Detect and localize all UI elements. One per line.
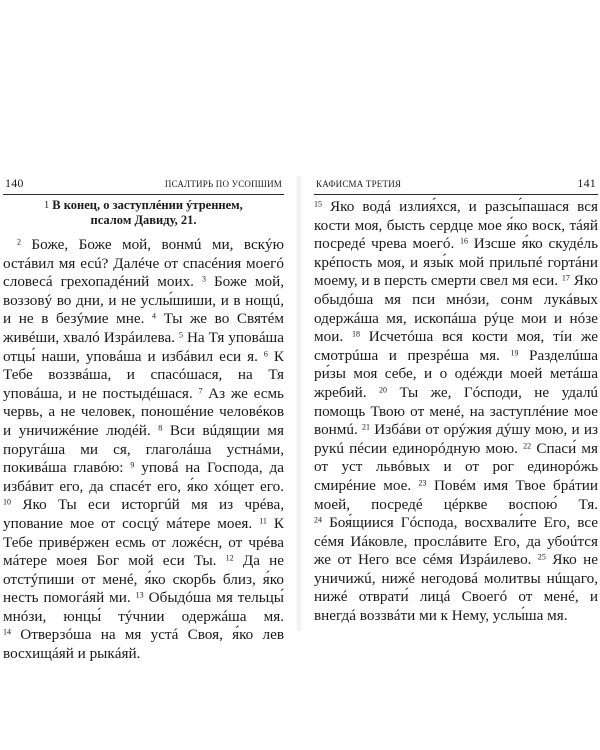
psalm-heading-line-2: псалом Давиду, 21. <box>90 213 197 227</box>
verse-text: Яко не уничижú, нижé негодовá молитвы нúщаго, нижé отврати́ лицá Своегó от менé, и внегдá воззвáти ми к Нему, услы́ша мя. <box>314 551 599 625</box>
verse-text: Аз же есмь червь, а не человек, поношéние человéков и уничижéние людéй. <box>3 384 284 439</box>
verse-number: 5 <box>178 330 183 340</box>
right-running-head <box>314 176 598 195</box>
verse-number: 23 <box>418 478 427 488</box>
right-paragraph <box>314 198 598 626</box>
verse-text: К Тебе привéржен есмь от ложéсн, от чрéва мáтере моея Бог мой еси Ты. <box>3 514 285 570</box>
verse-text: Спаси́ мя от уст львóвых и от рог единорóжь смирéние мое. <box>314 439 599 494</box>
verse-number: 4 <box>152 311 157 321</box>
verse-text: Вси вúдящии мя поругáша ми ся, глаголáша устнáми, покивáша главóю: <box>3 421 284 477</box>
left-running-head <box>3 176 284 195</box>
right-page-number: 141 <box>577 176 596 190</box>
verse-number: 9 <box>130 460 135 470</box>
verse-text: К Тебе воззвáша, и спасóшася, на Тя уповáша, и не постыдéшася. <box>3 347 285 402</box>
verse-text: Отверзóша на мя устá Своя, я́ко лев восхищáяй и рыкáяй. <box>3 626 285 663</box>
verse-number: 3 <box>201 274 206 284</box>
verse-number: 24 <box>314 515 322 525</box>
verse-number: 22 <box>523 441 532 451</box>
verse-number: 19 <box>510 348 519 358</box>
verse-text: уповá на Господа, да избáвит его, да спасéт его, я́ко хóщет его. <box>3 459 285 495</box>
verse-text: На Тя уповáша отцы́ наши, уповáша и избáвил еси я. <box>3 328 284 365</box>
verse-number: 25 <box>537 552 546 562</box>
verse-number: 8 <box>158 423 163 433</box>
verse-text: Изсше я́ко скудéль крéпость моя, и язы́к мой прильпé гортáни моему, и в персть смерти свел мя еси. <box>314 235 598 290</box>
verse-number: 20 <box>379 385 388 395</box>
verse-text: Яко водá излия́хся, и разсы́пашася вся кости моя, бысть сердце мое я́ко воск, тáяй посредé чрева моегó. <box>314 198 598 253</box>
verse-text: Избáви от орýжия дýшу мою, и из рукú пéсии единорóдную мою. <box>314 421 599 457</box>
verse-number: 6 <box>263 349 268 359</box>
verse-text: Повéм имя Твое брáтии моей, посредé цéркве воспою́ Тя. <box>314 476 599 513</box>
verse-text: Да не отстýпиши от менé, я́ко скорбь близ, я́ко несть помогáяй ми. <box>3 552 284 607</box>
right-page <box>314 176 598 631</box>
verse-text: Ты же, Гóсподи, не удалú помощь Твою от менé, на заступлéние мое вонмú. <box>314 383 599 439</box>
verse-number: 12 <box>225 553 234 563</box>
verse-text: Исчетóша вся кости моя, тíи же смотрúша и презрéша мя. <box>314 328 598 364</box>
right-body-text <box>314 198 598 626</box>
verse-number: 14 <box>3 628 11 638</box>
verse-text: Обыдóша мя тельцы́ мнóзи, юнцы́ тýчнии одержáша мя. <box>3 589 284 625</box>
left-page-number: 140 <box>5 176 24 190</box>
psalm-heading-verse-number: 1 <box>44 200 50 211</box>
verse-number: 18 <box>351 329 360 339</box>
book-gutter <box>295 176 303 631</box>
verse-number: 2 <box>17 237 21 247</box>
verse-text: Яко обыдóша мя пси мнóзи, сонм лукáвых одержáша мя, ископáша рýце мои и нóзе мои. <box>314 272 599 346</box>
verse-number: 21 <box>362 422 371 432</box>
verse-number: 10 <box>3 497 11 507</box>
verse-text: Разделúша ри́зы моя себе, и о одéжди моей метáша жребий. <box>314 346 599 401</box>
verse-number: 11 <box>259 516 267 526</box>
verse-number: 16 <box>460 236 469 246</box>
psalm-heading-line-1: В конец, о заступлéнии ýтреннем, <box>52 198 243 212</box>
verse-text: Боже, Боже мой, вонмú ми, вскýю остáвил мя есú? Далéче от спасéния моегó словесá грехопадéний моих. <box>3 236 285 291</box>
verse-text: Яко Ты еси исторгúй мя из чрéва, упование мое от сосцý мáтере моея. <box>3 496 284 532</box>
verse-text: Боя́щиися Гóспода, восхвали́те Его, все сéмя Иáковле, прослáвите Его, да убоúтся же от Него все сéмя Изрáилево. <box>314 514 598 569</box>
verse-number: 15 <box>314 199 322 209</box>
left-paragraph <box>3 236 284 664</box>
left-running-title: ПСАЛТИРЬ ПО УСОПШИМ <box>164 179 282 189</box>
right-running-title: КАФИСМА ТРЕТИЯ <box>316 179 402 189</box>
verse-number: 7 <box>198 386 203 396</box>
verse-text: Ты же во Святéм живéши, хвалó Изрáилева. <box>3 310 285 346</box>
verse-number: 17 <box>561 273 570 283</box>
psalm-heading <box>3 198 284 228</box>
verse-text: Боже мой, воззовý во дни, и не услы́шиши, и в нощú, и не в безýмие мне. <box>3 273 285 328</box>
left-body-text <box>3 236 284 664</box>
verse-number: 13 <box>135 590 144 600</box>
left-page <box>3 176 285 663</box>
